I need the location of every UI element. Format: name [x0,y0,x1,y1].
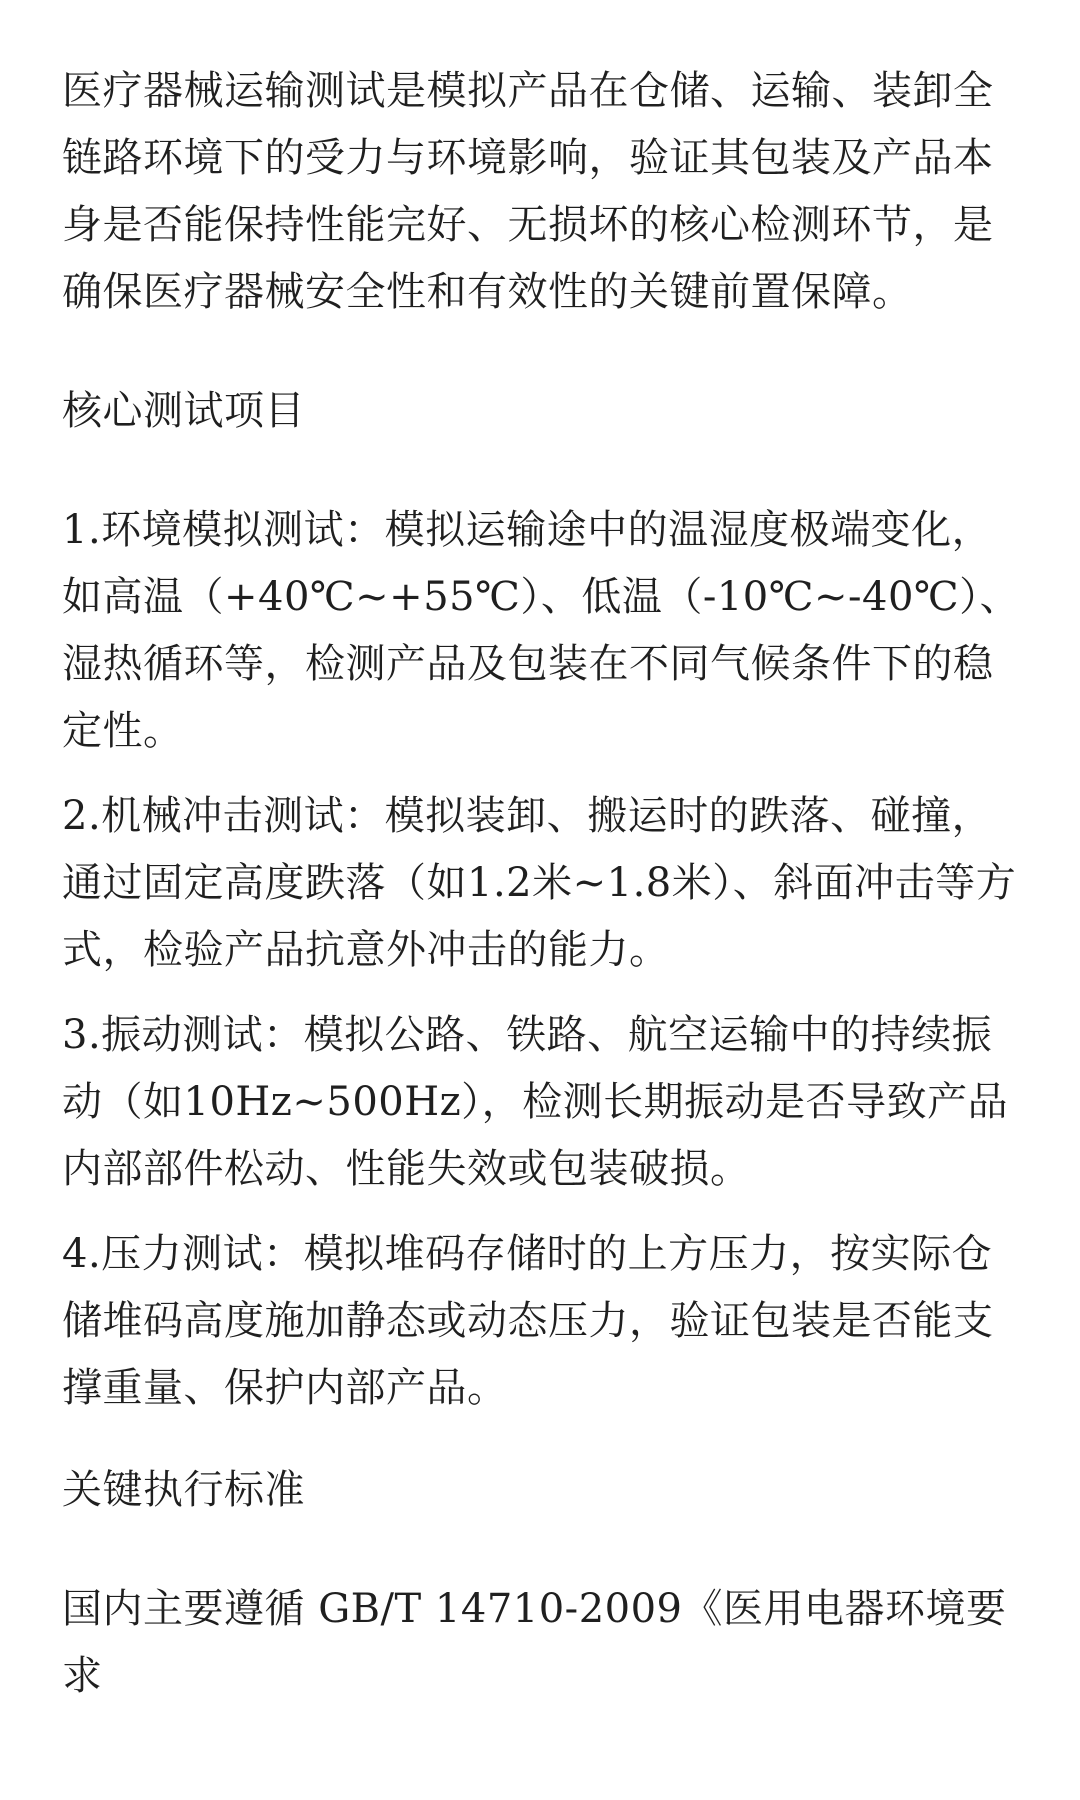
section-heading-standards: 关键执行标准 [62,1467,305,1513]
list-item: 3.振动测试：模拟公路、铁路、航空运输中的持续振动（如10Hz~500Hz），检测长期振动是否导致产品内部部件松动、性能失效或包装破损。 [62,1012,1009,1192]
list-item: 2.机械冲击测试：模拟装卸、搬运时的跌落、碰撞，通过固定高度跌落（如1.2米~1.8米）、斜面冲击等方式，检验产品抗意外冲击的能力。 [62,793,1017,973]
article-body [62,58,1022,1762]
section-heading-core-tests: 核心测试项目 [62,388,305,434]
standards-paragraph: 国内主要遵循 GB/T 14710-2009《医用电器环境要求 [62,1586,1007,1699]
list-item: 4.压力测试：模拟堆码存储时的上方压力，按实际仓储堆码高度施加静态或动态压力，验证包装是否能支撑重量、保护内部产品。 [62,1231,994,1411]
list-item: 1.环境模拟测试：模拟运输途中的温湿度极端变化，如高温（+40℃~+55℃）、低温（-10℃~-40℃）、湿热循环等，检测产品及包装在不同气候条件下的稳定性。 [62,507,1021,754]
intro-paragraph: 医疗器械运输测试是模拟产品在仓储、运输、装卸全链路环境下的受力与环境影响，验证其包装及产品本身是否能保持性能完好、无损坏的核心检测环节，是确保医疗器械安全性和有效性的关键前置保障。 [62,68,994,315]
core-test-list [62,497,1022,1422]
